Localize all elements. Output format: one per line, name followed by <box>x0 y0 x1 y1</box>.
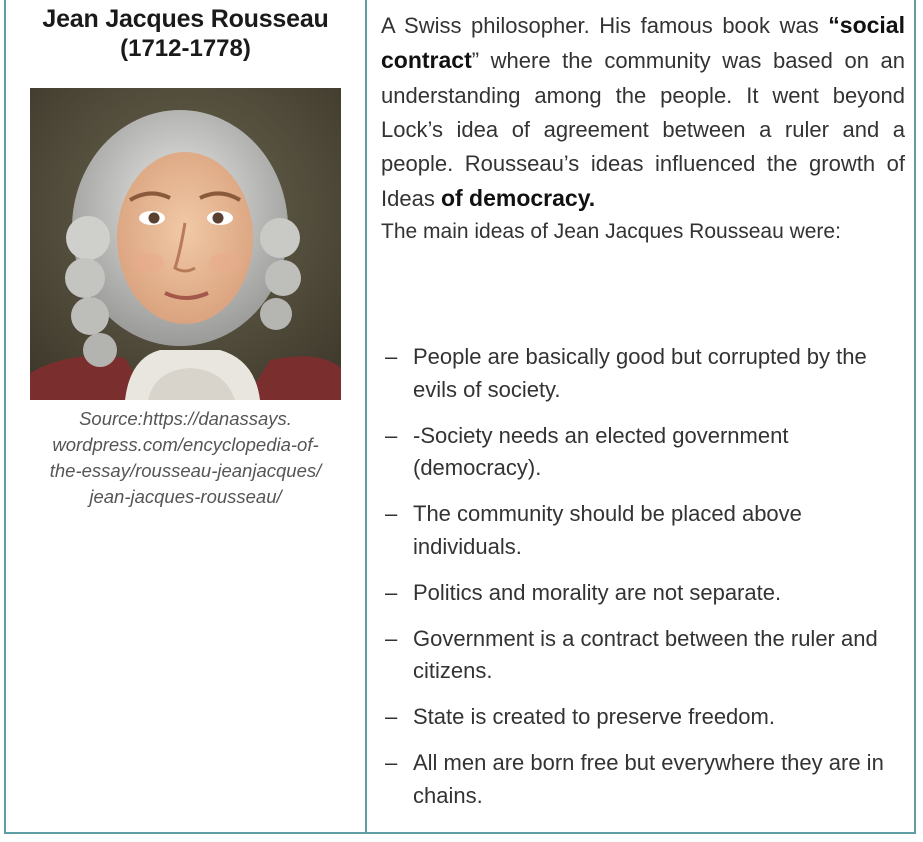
profile-column <box>6 4 365 64</box>
rousseau-portrait <box>30 88 341 400</box>
source-line: wordpress.com/encyclopedia-of- <box>52 434 319 455</box>
list-item <box>381 701 911 734</box>
book-title: social contract <box>381 12 905 74</box>
idea-text: State is created to preserve freedom. <box>413 704 775 729</box>
list-item <box>381 498 911 563</box>
source-line: Source:https://danassays. <box>79 408 292 429</box>
image-source-caption <box>6 406 365 510</box>
list-item <box>381 747 911 812</box>
bullet-dash: – <box>385 422 398 448</box>
quote-open: “ <box>828 12 840 38</box>
idea-text: Politics and morality are not separate. <box>413 579 782 605</box>
bullet-dash: – <box>385 344 398 369</box>
list-item <box>381 420 911 485</box>
description-text-2: where the community was based on an understanding among the people. It went beyond Lock’s idea of agreement between a ruler and a people. Rousseau’s ideas influenced the growth of Ideas <box>381 48 905 212</box>
description-text-1: A Swiss philosopher. His famous book was <box>381 13 829 38</box>
main-ideas-list <box>381 341 911 812</box>
idea-text: The community should be placed above individuals. <box>413 501 802 559</box>
democracy-emphasis: of democracy. <box>440 185 596 212</box>
description-paragraph <box>381 8 905 217</box>
bullet-dash: – <box>385 750 398 775</box>
bullet-dash: – <box>385 501 398 526</box>
source-line: the-essay/rousseau-jeanjacques/ <box>49 460 322 481</box>
list-item <box>381 577 911 610</box>
portrait-illustration <box>30 88 341 400</box>
description-column <box>381 8 905 246</box>
list-item <box>381 341 911 406</box>
idea-text: All men are born free but everywhere they are in chains. <box>413 750 884 808</box>
idea-text: -Society needs an elected government (democracy). <box>413 422 789 480</box>
source-line: jean-jacques-rousseau/ <box>89 486 282 507</box>
idea-text: People are basically good but corrupted by the evils of society. <box>413 344 867 402</box>
column-divider <box>365 0 367 834</box>
bullet-dash: – <box>385 704 398 729</box>
idea-text: Government is a contract between the ruler and citizens. <box>413 625 878 683</box>
bullet-dash: – <box>385 625 398 651</box>
bullet-dash: – <box>385 579 398 605</box>
profile-years: (1712-1778) <box>120 35 251 62</box>
profile-name: Jean Jacques Rousseau <box>42 5 329 33</box>
list-item <box>381 623 911 688</box>
main-ideas-lead: The main ideas of Jean Jacques Rousseau were: <box>381 219 841 243</box>
quote-close: ” <box>471 48 480 74</box>
